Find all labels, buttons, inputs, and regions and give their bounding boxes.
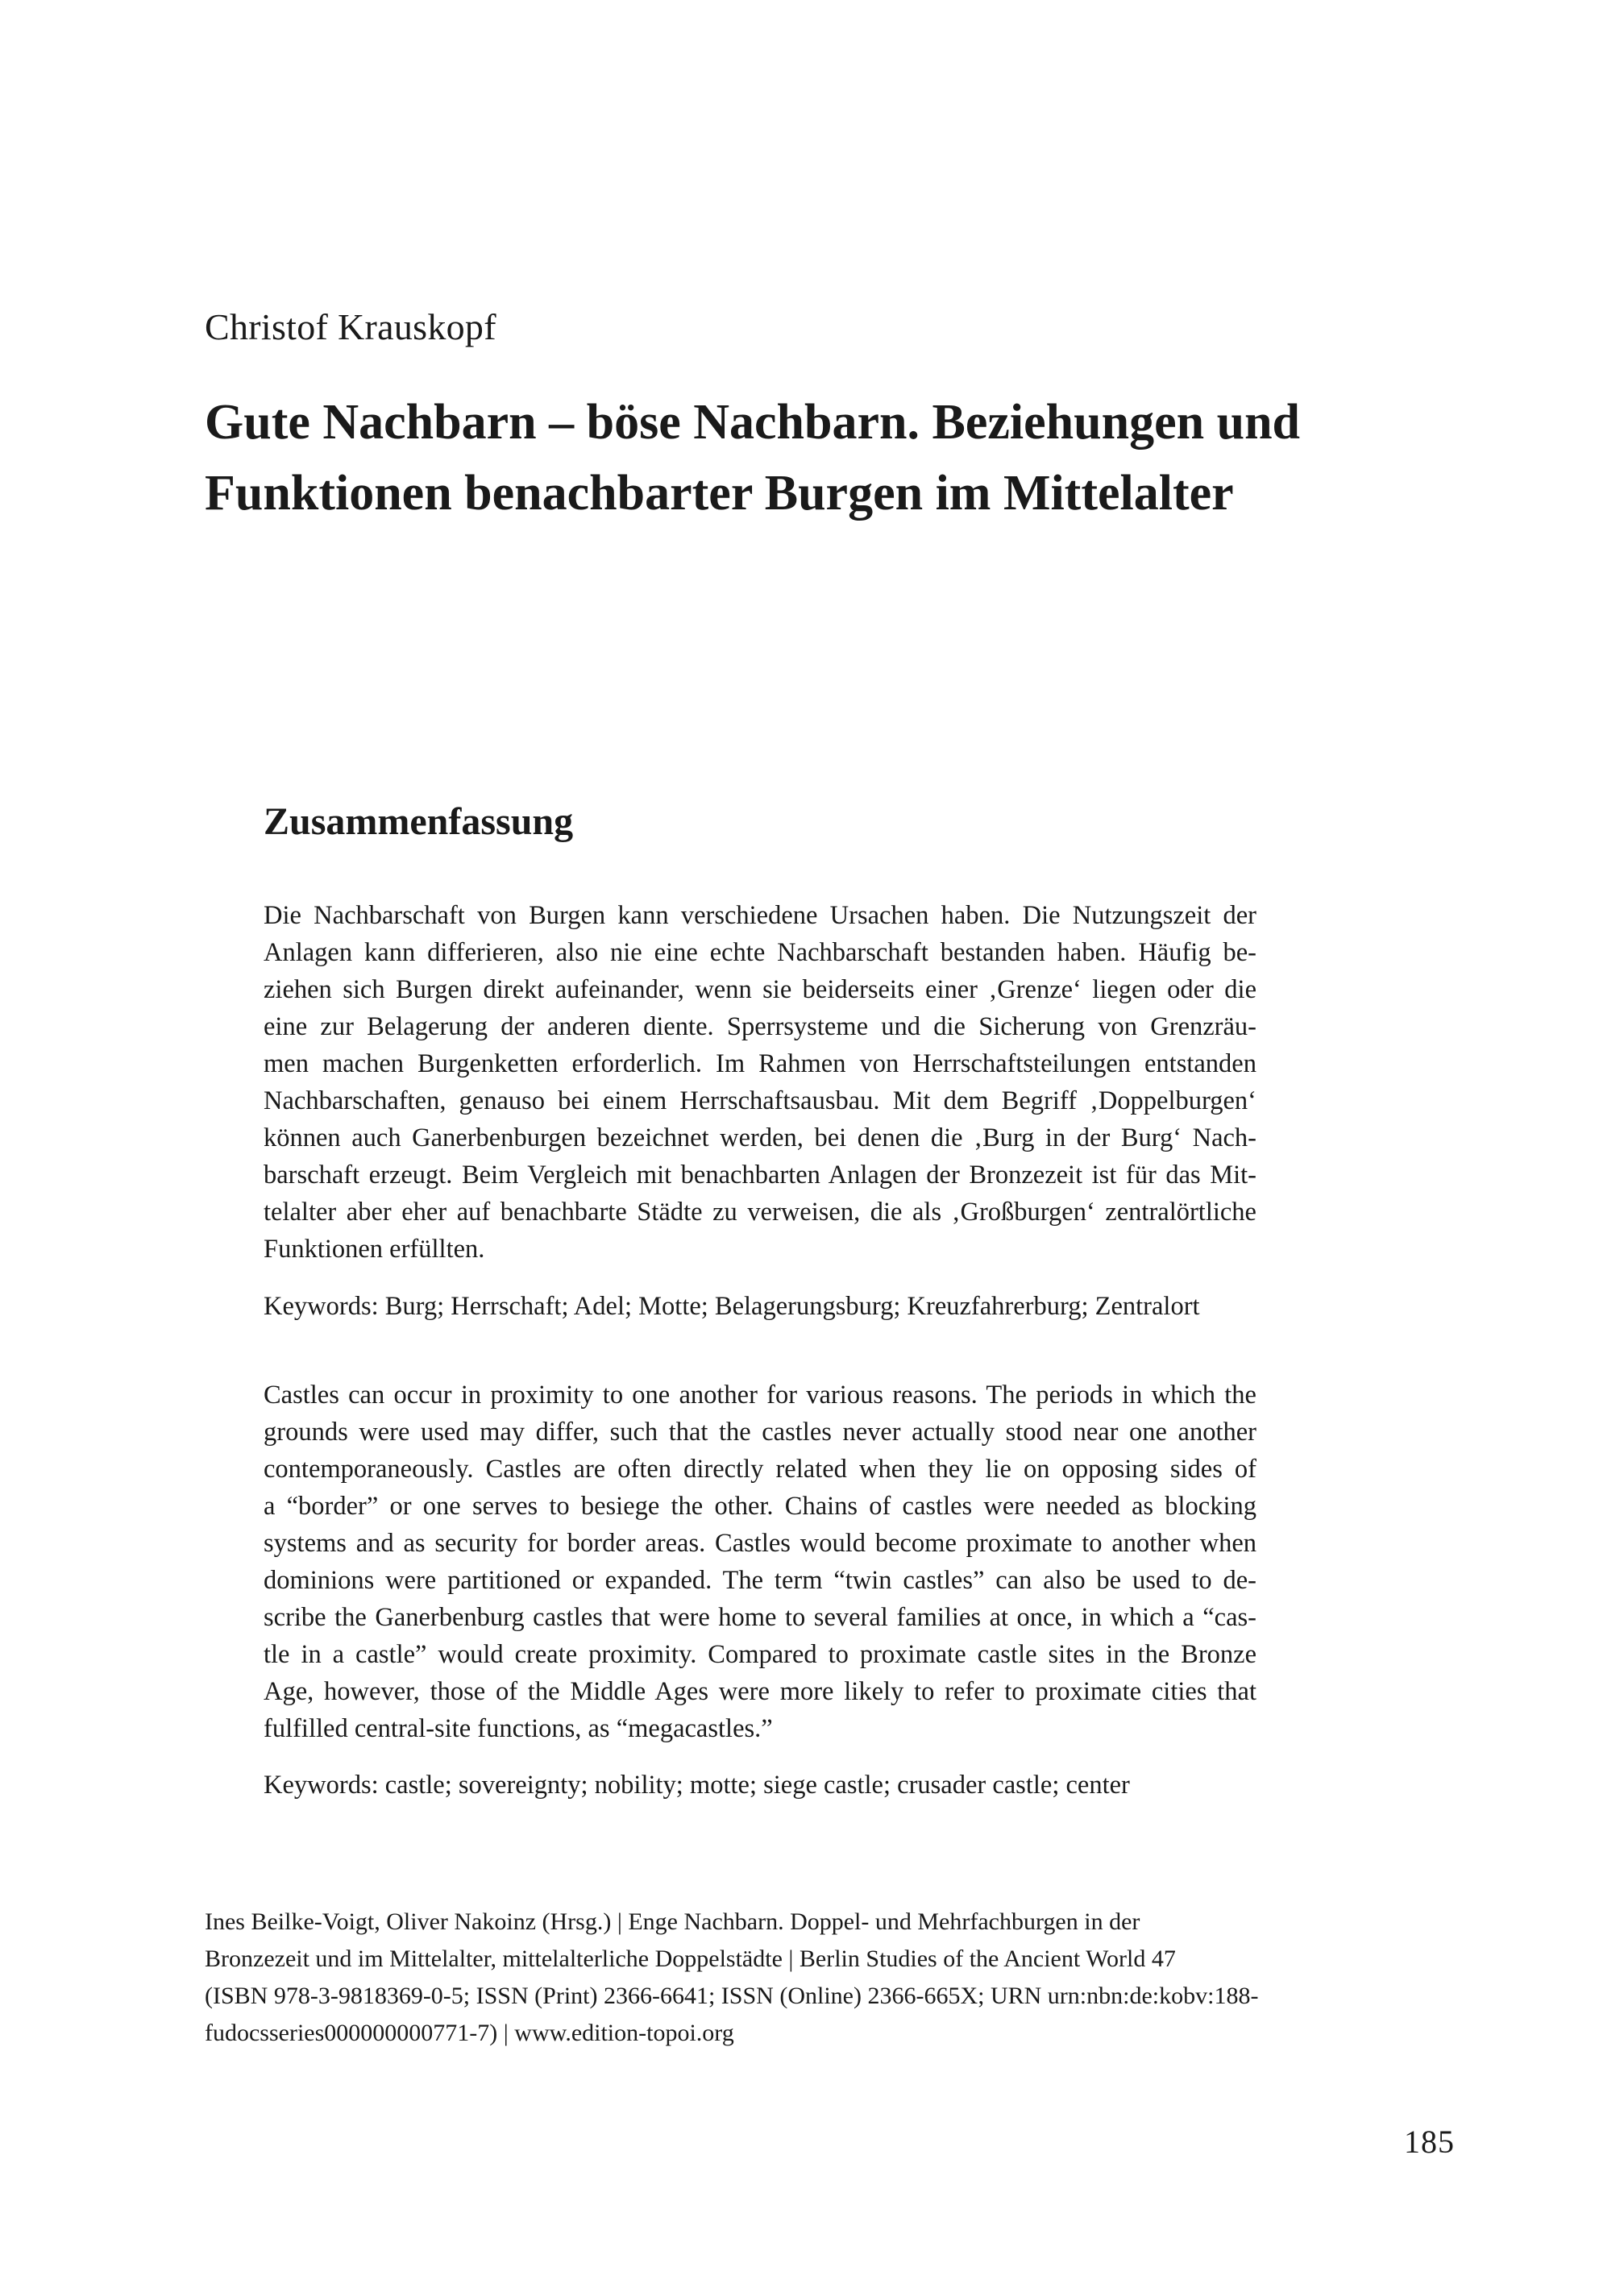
german-abstract bbox=[264, 897, 1256, 1268]
abstract-line: dominions were partitioned or expanded. The term “twin castles” can also be used to de- bbox=[264, 1566, 1256, 1595]
abstract-line: Age, however, those of the Middle Ages were more likely to refer to proximate cities that bbox=[264, 1677, 1256, 1706]
title-line: Gute Nachbarn – böse Nachbarn. Beziehungen und bbox=[205, 395, 1301, 450]
citation-line: fudocsseries000000000771-7) | www.edition-topoi.org bbox=[205, 2020, 734, 2046]
citation-line: (ISBN 978-3-9818369-0-5; ISSN (Print) 2366-6641; ISSN (Online) 2366-665X; URN urn:nbn:de:kobv:188- bbox=[205, 1983, 1259, 2009]
abstract-line: ziehen sich Burgen direkt aufeinander, wenn sie beiderseits einer ‚Grenze‘ liegen oder die bbox=[264, 975, 1256, 1004]
citation-footer bbox=[205, 1904, 1333, 2052]
abstract-line: fulfilled central-site functions, as “megacastles.” bbox=[264, 1714, 773, 1743]
abstract-line: Funktionen erfüllten. bbox=[264, 1235, 485, 1264]
abstract-line: contemporaneously. Castles are often directly related when they lie on opposing sides of bbox=[264, 1455, 1256, 1484]
abstract-line: grounds were used may differ, such that the castles never actually stood near one another bbox=[264, 1418, 1256, 1447]
abstract-line: systems and as security for border areas. Castles would become proximate to another when bbox=[264, 1529, 1256, 1558]
german-keywords: Keywords: Burg; Herrschaft; Adel; Motte; Belagerungsburg; Kreuzfahrerburg; Zentralort bbox=[264, 1292, 1200, 1321]
abstract-line: Anlagen kann differieren, also nie eine echte Nachbarschaft bestanden haben. Häufig be- bbox=[264, 938, 1256, 967]
english-keywords: Keywords: castle; sovereignty; nobility; motte; siege castle; crusader castle; center bbox=[264, 1771, 1130, 1800]
abstract-line: eine zur Belagerung der anderen diente. Sperrsysteme und die Sicherung von Grenzräu- bbox=[264, 1012, 1256, 1041]
abstract-line: scribe the Ganerbenburg castles that were home to several families at once, in which a “cas- bbox=[264, 1603, 1256, 1632]
abstract-line: men machen Burgenketten erforderlich. Im Rahmen von Herrschaftsteilungen entstanden bbox=[264, 1049, 1256, 1078]
abstract-line: a “border” or one serves to besiege the other. Chains of castles were needed as blocking bbox=[264, 1492, 1256, 1521]
citation-line: Bronzezeit und im Mittelalter, mittelalterliche Doppelstädte | Berlin Studies of the Ancient World 47 bbox=[205, 1945, 1176, 1972]
author-name: Christof Krauskopf bbox=[205, 306, 496, 347]
abstract-line: Castles can occur in proximity to one another for various reasons. The periods in which the bbox=[264, 1381, 1256, 1410]
abstract-line: telalter aber eher auf benachbarte Städte zu verweisen, die als ‚Großburgen‘ zentralörtliche bbox=[264, 1198, 1256, 1227]
page-number: 185 bbox=[1404, 2124, 1455, 2160]
title-line: Funktionen benachbarter Burgen im Mittelalter bbox=[205, 466, 1234, 521]
english-abstract bbox=[264, 1376, 1256, 1747]
abstract-heading: Zusammenfassung bbox=[264, 800, 574, 843]
citation-line: Ines Beilke-Voigt, Oliver Nakoinz (Hrsg.) | Enge Nachbarn. Doppel- und Mehrfachburgen in der bbox=[205, 1908, 1140, 1935]
article-title bbox=[205, 387, 1478, 529]
abstract-line: tle in a castle” would create proximity. Compared to proximate castle sites in the Bronze bbox=[264, 1640, 1256, 1669]
abstract-line: barschaft erzeugt. Beim Vergleich mit benachbarten Anlagen der Bronzezeit ist für das Mit- bbox=[264, 1161, 1256, 1190]
abstract-line: Die Nachbarschaft von Burgen kann verschiedene Ursachen haben. Die Nutzungszeit der bbox=[264, 901, 1256, 930]
abstract-line: können auch Ganerbenburgen bezeichnet werden, bei denen die ‚Burg in der Burg‘ Nach- bbox=[264, 1123, 1256, 1152]
abstract-line: Nachbarschaften, genauso bei einem Herrschaftsausbau. Mit dem Begriff ‚Doppelburgen‘ bbox=[264, 1086, 1256, 1115]
